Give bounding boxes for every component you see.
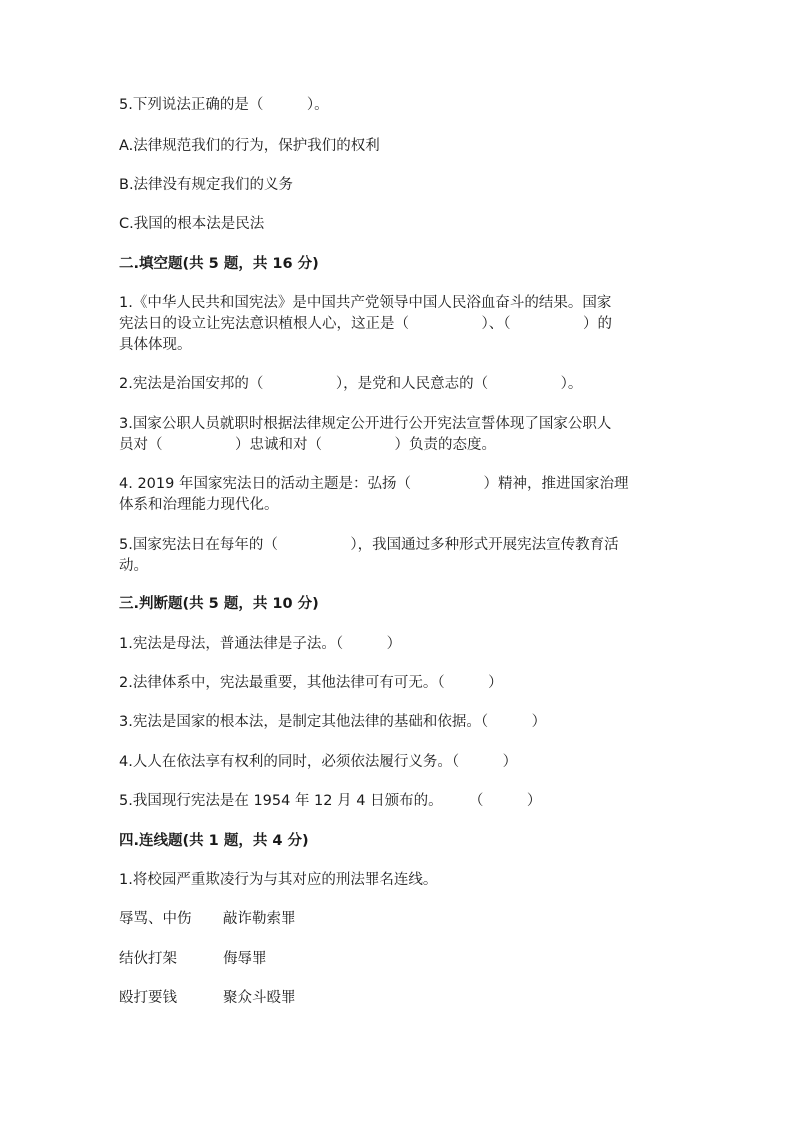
fill-q3-line1: 3.国家公职人员就职时根据法律规定公开进行公开宪法宣誓体现了国家公职人 (119, 416, 612, 432)
judge-q2: 2.法律体系中，宪法最重要，其他法律可有可无。（ ） (119, 675, 503, 691)
match-row (119, 909, 679, 930)
option-b: B.法律没有规定我们的义务 (119, 177, 294, 193)
fill-q1-line3: 具体体现。 (119, 337, 192, 353)
judge-q4: 4.人人在依法享有权利的同时，必须依法履行义务。（ ） (119, 754, 518, 770)
section-heading-fill: 二.填空题(共 5 题，共 16 分) (119, 256, 319, 272)
match-left: 结伙打架 (119, 951, 177, 967)
match-row (119, 988, 679, 1009)
match-right: 敲诈勒索罪 (223, 911, 296, 927)
section-heading-judge: 三.判断题(共 5 题，共 10 分) (119, 596, 319, 612)
match-left: 殴打要钱 (119, 990, 177, 1006)
fill-q2: 2.宪法是治国安邦的（ ），是党和人民意志的（ ）。 (119, 376, 583, 392)
fill-q1-line1: 1.《中华人民共和国宪法》是中国共产党领导中国人民浴血奋斗的结果。国家 (119, 295, 612, 311)
section-heading-match: 四.连线题(共 1 题，共 4 分) (119, 833, 309, 849)
option-a: A.法律规范我们的行为，保护我们的权利 (119, 138, 380, 154)
fill-q4-line1: 4. 2019 年国家宪法日的活动主题是：弘扬（ ）精神，推进国家治理 (119, 476, 629, 492)
fill-q1-line2: 宪法日的设立让宪法意识植根人心，这正是（ ）、（ ）的 (119, 316, 612, 332)
option-c: C.我国的根本法是民法 (119, 216, 265, 232)
match-left: 辱骂、中伤 (119, 911, 192, 927)
fill-q5-line1: 5.国家宪法日在每年的（ ），我国通过多种形式开展宪法宣传教育活 (119, 537, 619, 553)
match-right: 聚众斗殴罪 (223, 990, 296, 1006)
match-row (119, 949, 679, 970)
fill-q3-line2: 员对（ ）忠诚和对（ ）负责的态度。 (119, 437, 496, 453)
match-q1: 1.将校园严重欺凌行为与其对应的刑法罪名连线。 (119, 872, 438, 888)
judge-q5: 5.我国现行宪法是在 1954 年 12 月 4 日颁布的。 （ ） (119, 793, 542, 809)
match-right: 侮辱罪 (223, 951, 267, 967)
fill-q4-line2: 体系和治理能力现代化。 (119, 497, 279, 513)
judge-q1: 1.宪法是母法，普通法律是子法。（ ） (119, 636, 402, 652)
judge-q3: 3.宪法是国家的根本法，是制定其他法律的基础和依据。（ ） (119, 714, 547, 730)
fill-q5-line2: 动。 (119, 558, 148, 574)
question-5-stem: 5.下列说法正确的是（ ）。 (119, 97, 329, 113)
